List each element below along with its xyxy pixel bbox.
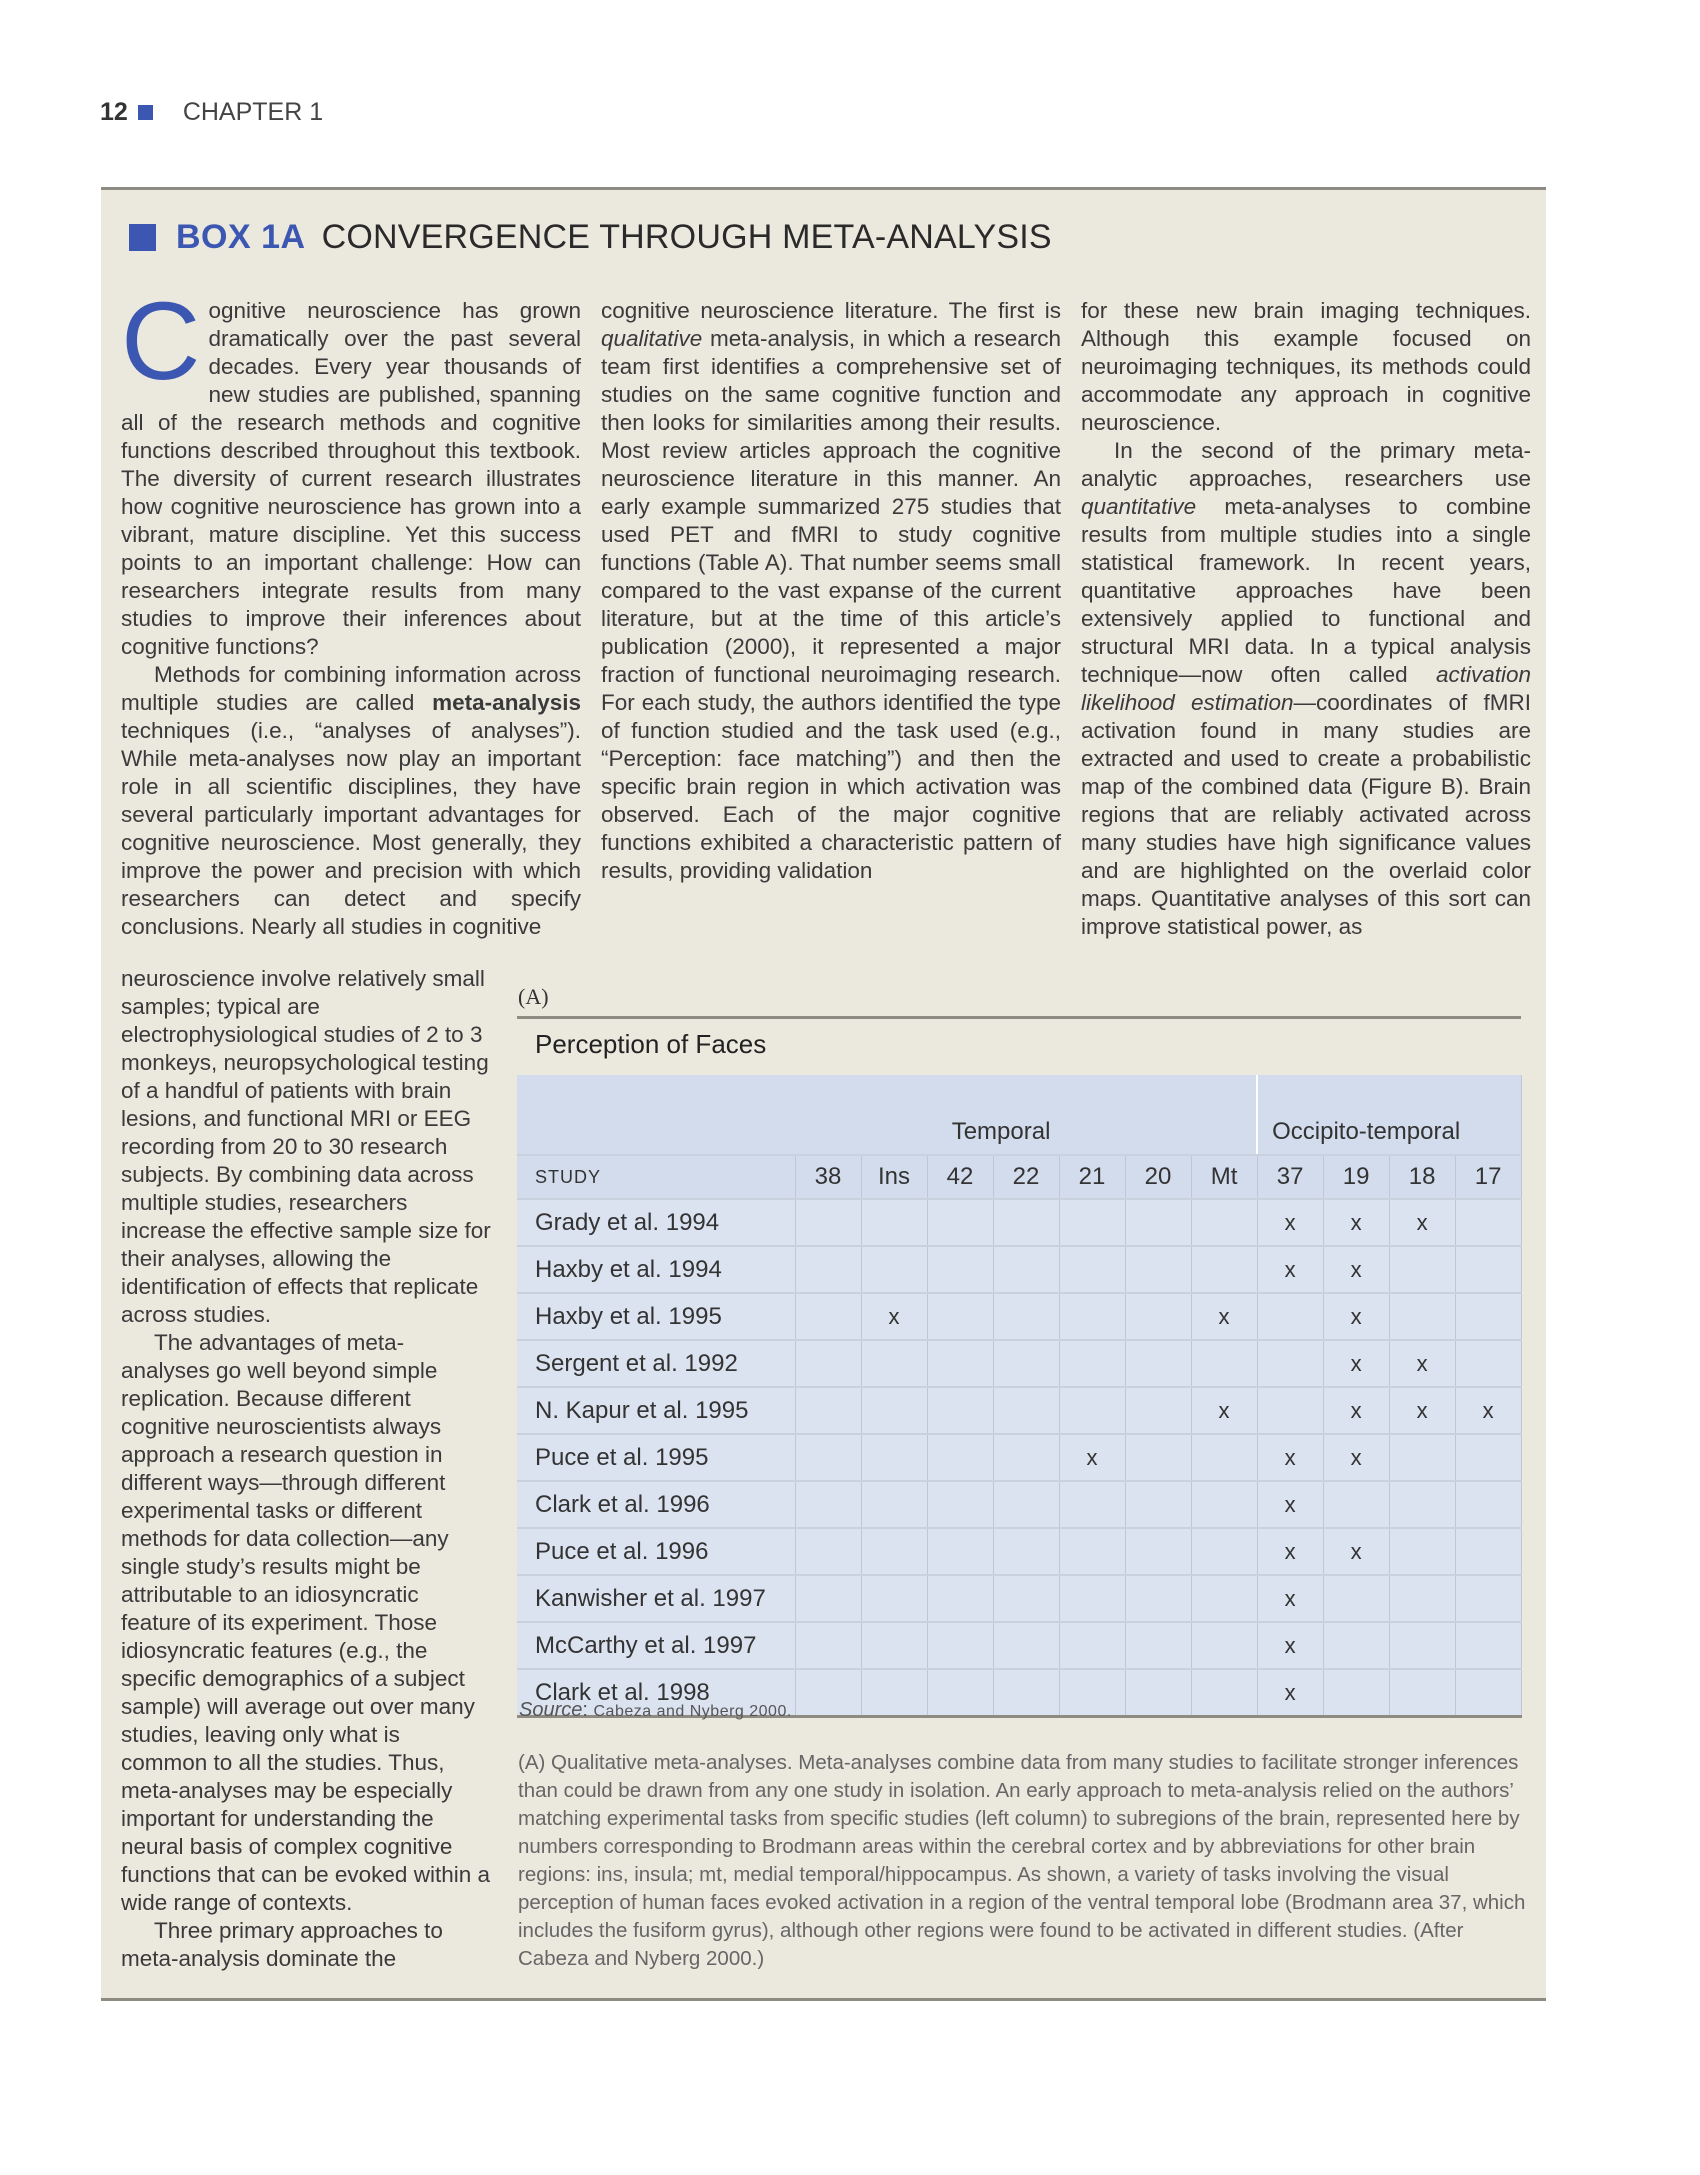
table-body <box>517 1199 1521 1717</box>
paragraph-text: In the second of the primary meta-analytic approaches, researchers use <box>1081 438 1531 491</box>
mark-cell: x <box>1323 1387 1389 1434</box>
figure-table-a <box>517 1016 1521 1718</box>
study-cell: Haxby et al. 1995 <box>517 1293 795 1340</box>
mark-cell <box>1125 1199 1191 1246</box>
mark-cell <box>927 1199 993 1246</box>
table-row <box>517 1293 1521 1340</box>
study-cell: Puce et al. 1995 <box>517 1434 795 1481</box>
mark-cell <box>993 1293 1059 1340</box>
mark-cell <box>1191 1528 1257 1575</box>
column-header-study: STUDY <box>517 1155 795 1199</box>
mark-cell <box>1455 1199 1521 1246</box>
mark-cell <box>1125 1669 1191 1717</box>
mark-cell <box>1257 1340 1323 1387</box>
body-column-2 <box>601 297 1061 885</box>
study-cell: Clark et al. 1998 <box>517 1669 795 1717</box>
mark-cell: x <box>1323 1528 1389 1575</box>
mark-cell <box>993 1669 1059 1717</box>
mark-cell <box>795 1199 861 1246</box>
body-column-1 <box>121 280 581 941</box>
mark-cell: x <box>861 1293 927 1340</box>
mark-cell <box>993 1387 1059 1434</box>
paragraph <box>121 661 581 941</box>
mark-cell <box>1125 1246 1191 1293</box>
column-header: 20 <box>1125 1155 1191 1199</box>
mark-cell <box>1455 1622 1521 1669</box>
table-title: Perception of Faces <box>517 1019 1521 1075</box>
mark-cell <box>1191 1622 1257 1669</box>
body-column-3 <box>1081 297 1531 941</box>
column-header: 42 <box>927 1155 993 1199</box>
mark-cell <box>861 1434 927 1481</box>
mark-cell <box>1059 1481 1125 1528</box>
mark-cell <box>861 1481 927 1528</box>
mark-cell: x <box>1323 1434 1389 1481</box>
mark-cell <box>993 1622 1059 1669</box>
mark-cell <box>1059 1528 1125 1575</box>
mark-cell <box>927 1481 993 1528</box>
mark-cell: x <box>1257 1575 1323 1622</box>
table-row <box>517 1246 1521 1293</box>
paragraph-text: cognitive neuroscience literature. The first is <box>601 298 1061 323</box>
mark-cell <box>1323 1481 1389 1528</box>
mark-cell <box>927 1387 993 1434</box>
data-table <box>517 1075 1522 1718</box>
table-source: Source: Cabeza and Nyberg 2000. <box>519 1699 792 1721</box>
mark-cell <box>1059 1340 1125 1387</box>
mark-cell <box>795 1293 861 1340</box>
mark-cell <box>993 1575 1059 1622</box>
mark-cell <box>1125 1575 1191 1622</box>
group-temporal: Temporal <box>517 1075 1257 1155</box>
mark-cell <box>927 1293 993 1340</box>
mark-cell <box>1455 1293 1521 1340</box>
mark-cell <box>993 1199 1059 1246</box>
paragraph-text: neuroscience involve relatively small samples; typical are electrophysiological studies of 2 to 3 monkeys, neuropsychological testing of a handful of patients with brain lesions, and functional MRI or EEG recording from 20 to 30 research subjects. By combining data across multiple studies, researchers increase the effective sample size for their analyses, allowing the identification of effects that replicate across studies. <box>121 966 491 1327</box>
table-row <box>517 1528 1521 1575</box>
mark-cell <box>795 1340 861 1387</box>
mark-cell: x <box>1455 1387 1521 1434</box>
paragraph-text: meta-analyses to combine results from multiple studies into a single statistical framework. In recent years, quantitative approaches have been extensively applied to functional and structural MRI data. In a typical analysis technique—now often called <box>1081 494 1531 687</box>
mark-cell <box>861 1528 927 1575</box>
mark-cell: x <box>1257 1246 1323 1293</box>
square-bullet-icon <box>138 105 153 120</box>
column-header: 37 <box>1257 1155 1323 1199</box>
mark-cell <box>861 1575 927 1622</box>
paragraph-text: —coordinates of fMRI activation found in many studies are extracted and used to create a probabilistic map of the combined data (Figure B). Brain regions that are reliably activated across many studies have high significance values and are highlighted on the overlaid color maps. Quantitative analyses of this sort can improve statistical power, as <box>1081 690 1531 939</box>
paragraph-text: techniques (i.e., “analyses of analyses”). While meta-analyses now play an important role in all scientific disciplines, they have several particularly important advantages for cognitive neuroscience. Most generally, they improve the power and precision with which researchers can detect and specify conclusions. Nearly all studies in cognitive <box>121 718 581 939</box>
mark-cell <box>1125 1528 1191 1575</box>
study-cell: Haxby et al. 1994 <box>517 1246 795 1293</box>
body-column-1-narrow <box>121 965 491 1973</box>
mark-cell <box>1191 1340 1257 1387</box>
mark-cell <box>1257 1387 1323 1434</box>
mark-cell: x <box>1257 1622 1323 1669</box>
mark-cell <box>927 1622 993 1669</box>
mark-cell <box>795 1246 861 1293</box>
source-text: Cabeza and Nyberg 2000. <box>593 1703 792 1720</box>
table-row <box>517 1199 1521 1246</box>
mark-cell: x <box>1257 1669 1323 1717</box>
mark-cell: x <box>1191 1293 1257 1340</box>
mark-cell <box>1125 1434 1191 1481</box>
mark-cell: x <box>1191 1387 1257 1434</box>
figure-panel-label: (A) <box>518 984 549 1009</box>
mark-cell: x <box>1389 1340 1455 1387</box>
table-row <box>517 1387 1521 1434</box>
mark-cell <box>1323 1575 1389 1622</box>
mark-cell <box>927 1246 993 1293</box>
mark-cell: x <box>1059 1434 1125 1481</box>
mark-cell: x <box>1389 1199 1455 1246</box>
study-cell: N. Kapur et al. 1995 <box>517 1387 795 1434</box>
mark-cell <box>1125 1387 1191 1434</box>
mark-cell <box>1455 1669 1521 1717</box>
mark-cell <box>1059 1387 1125 1434</box>
mark-cell: x <box>1323 1199 1389 1246</box>
term-ale: activation likelihood estimation <box>1081 662 1531 715</box>
mark-cell <box>927 1669 993 1717</box>
table-row <box>517 1575 1521 1622</box>
mark-cell <box>927 1340 993 1387</box>
mark-cell <box>1191 1575 1257 1622</box>
mark-cell <box>861 1622 927 1669</box>
study-cell: Sergent et al. 1992 <box>517 1340 795 1387</box>
column-header: Mt <box>1191 1155 1257 1199</box>
mark-cell <box>795 1481 861 1528</box>
group-header-row <box>517 1075 1521 1155</box>
study-cell: Grady et al. 1994 <box>517 1199 795 1246</box>
mark-cell <box>1389 1575 1455 1622</box>
mark-cell <box>1059 1669 1125 1717</box>
mark-cell <box>1059 1293 1125 1340</box>
mark-cell <box>795 1387 861 1434</box>
term-meta-analysis: meta-analysis <box>432 690 581 715</box>
mark-cell: x <box>1323 1246 1389 1293</box>
mark-cell: x <box>1323 1340 1389 1387</box>
mark-cell <box>1059 1199 1125 1246</box>
mark-cell <box>1125 1481 1191 1528</box>
mark-cell <box>1125 1340 1191 1387</box>
mark-cell <box>1389 1481 1455 1528</box>
mark-cell <box>1323 1669 1389 1717</box>
mark-cell <box>861 1669 927 1717</box>
paragraph <box>121 280 581 661</box>
mark-cell <box>993 1481 1059 1528</box>
page-number: 12 <box>100 98 128 126</box>
paragraph-text: ognitive neuroscience has grown dramatically over the past several decades. Every year thousands of new studies are published, spanning all of the research methods and cognitive functions described throughout this textbook. The diversity of current research illustrates how cognitive neuroscience has grown into a vibrant, mature discipline. Yet this success points to an important challenge: How can researchers integrate results from many studies to improve their inferences about cognitive functions? <box>121 298 581 659</box>
column-header: 38 <box>795 1155 861 1199</box>
mark-cell <box>861 1199 927 1246</box>
mark-cell <box>1059 1575 1125 1622</box>
column-header: 19 <box>1323 1155 1389 1199</box>
running-head <box>100 98 323 127</box>
chapter-label: CHAPTER 1 <box>182 98 324 126</box>
mark-cell: x <box>1257 1481 1323 1528</box>
mark-cell <box>1455 1434 1521 1481</box>
mark-cell: x <box>1257 1199 1323 1246</box>
box-1a <box>101 187 1546 2001</box>
term-quantitative: quantitative <box>1081 494 1197 519</box>
study-cell: Clark et al. 1996 <box>517 1481 795 1528</box>
mark-cell <box>1389 1434 1455 1481</box>
mark-cell <box>993 1246 1059 1293</box>
mark-cell <box>1455 1481 1521 1528</box>
mark-cell <box>1455 1575 1521 1622</box>
mark-cell <box>1125 1293 1191 1340</box>
mark-cell <box>927 1575 993 1622</box>
box-square-icon <box>129 224 156 251</box>
mark-cell <box>861 1340 927 1387</box>
paragraph-text: for these new brain imaging techniques. Although this example focused on neuroimaging techniques, its methods could accommodate any approach in cognitive neuroscience. <box>1081 298 1531 435</box>
source-label: Source <box>519 1699 583 1721</box>
mark-cell <box>1455 1340 1521 1387</box>
mark-cell: x <box>1389 1387 1455 1434</box>
mark-cell <box>795 1575 861 1622</box>
mark-cell <box>795 1622 861 1669</box>
mark-cell <box>1389 1293 1455 1340</box>
mark-cell: x <box>1323 1293 1389 1340</box>
column-header: Ins <box>861 1155 927 1199</box>
drop-cap: C <box>121 280 201 403</box>
mark-cell <box>927 1434 993 1481</box>
paragraph <box>601 297 1061 885</box>
mark-cell <box>1389 1622 1455 1669</box>
mark-cell <box>1455 1246 1521 1293</box>
mark-cell <box>1389 1528 1455 1575</box>
mark-cell <box>1125 1622 1191 1669</box>
term-qualitative: qualitative <box>601 326 703 351</box>
column-header: 18 <box>1389 1155 1455 1199</box>
column-header: 17 <box>1455 1155 1521 1199</box>
table-row <box>517 1622 1521 1669</box>
mark-cell <box>993 1528 1059 1575</box>
paragraph <box>1081 437 1531 941</box>
mark-cell <box>993 1340 1059 1387</box>
mark-cell <box>927 1528 993 1575</box>
study-cell: Puce et al. 1996 <box>517 1528 795 1575</box>
mark-cell <box>795 1528 861 1575</box>
mark-cell <box>1389 1246 1455 1293</box>
column-header: 22 <box>993 1155 1059 1199</box>
box-title: CONVERGENCE THROUGH META-ANALYSIS <box>321 218 1052 256</box>
mark-cell <box>1455 1528 1521 1575</box>
column-header: 21 <box>1059 1155 1125 1199</box>
mark-cell: x <box>1257 1434 1323 1481</box>
mark-cell <box>1191 1481 1257 1528</box>
mark-cell <box>993 1434 1059 1481</box>
mark-cell <box>1323 1622 1389 1669</box>
table-row <box>517 1434 1521 1481</box>
mark-cell <box>1191 1434 1257 1481</box>
mark-cell <box>795 1434 861 1481</box>
mark-cell <box>1191 1199 1257 1246</box>
figure-caption: (A) Qualitative meta-analyses. Meta-analyses combine data from many studies to facilitate stronger inferences than could be drawn from any one study in isolation. An early approach to meta-analysis relied on the authors’ matching experimental tasks from specific studies (left column) to subregions of the brain, represented here by numbers corresponding to Brodmann areas within the cerebral cortex and by abbreviations for other brain regions: ins, insula; mt, medial temporal/hippocampus. As shown, a variety of tasks involving the visual perception of human faces evoked activation in a region of the ventral temporal lobe (Brodmann area 37, which includes the fusiform gyrus), although other regions were found to be activated in different studies. (After Cabeza and Nyberg 2000.) <box>518 1751 1526 1970</box>
mark-cell: x <box>1257 1528 1323 1575</box>
mark-cell <box>795 1669 861 1717</box>
mark-cell <box>1191 1246 1257 1293</box>
table-row <box>517 1481 1521 1528</box>
study-cell: McCarthy et al. 1997 <box>517 1622 795 1669</box>
paragraph-text: meta-analysis, in which a research team first identifies a comprehensive set of studies on the same cognitive function and then looks for similarities among their results. Most review articles approach the cognitive neuroscience literature in this manner. An early example summarized 275 studies that used PET and fMRI to study cognitive functions (Table A). That number seems small compared to the vast expanse of the current literature, but at the time of this article’s publication (2000), it represented a major fraction of functional neuroimaging research. For each study, the authors identified the type of function studied and the task used (e.g., “Perception: face matching”) and then the specific brain region in which activation was observed. Each of the major cognitive functions exhibited a characteristic pattern of results, providing validation <box>601 326 1061 883</box>
mark-cell <box>1389 1669 1455 1717</box>
mark-cell <box>1059 1622 1125 1669</box>
mark-cell <box>1059 1246 1125 1293</box>
paragraph-text: Methods for combining information across multiple studies are called <box>121 662 581 715</box>
group-occipito-temporal: Occipito-temporal <box>1257 1075 1521 1155</box>
paragraph-text: Three primary approaches to meta-analysis dominate the <box>121 1918 443 1971</box>
paragraph-text: The advantages of meta-analyses go well beyond simple replication. Because different cognitive neuroscientists always approach a research question in different ways—through different experimental tasks or different methods for data collection—any single study’s results might be attributable to an idiosyncratic feature of its experiment. Those idiosyncratic features (e.g., the specific demographics of a subject sample) will average out over many studies, leaving only what is common to all the studies. Thus, meta-analyses may be especially important for understanding the neural basis of complex cognitive functions that can be evoked within a wide range of contexts. <box>121 1330 490 1915</box>
mark-cell <box>861 1387 927 1434</box>
mark-cell <box>1191 1669 1257 1717</box>
mark-cell <box>1257 1293 1323 1340</box>
box-label: BOX 1A <box>176 218 306 256</box>
column-header-row <box>517 1155 1521 1199</box>
table-row <box>517 1340 1521 1387</box>
study-cell: Kanwisher et al. 1997 <box>517 1575 795 1622</box>
mark-cell <box>861 1246 927 1293</box>
box-heading <box>129 218 1052 257</box>
